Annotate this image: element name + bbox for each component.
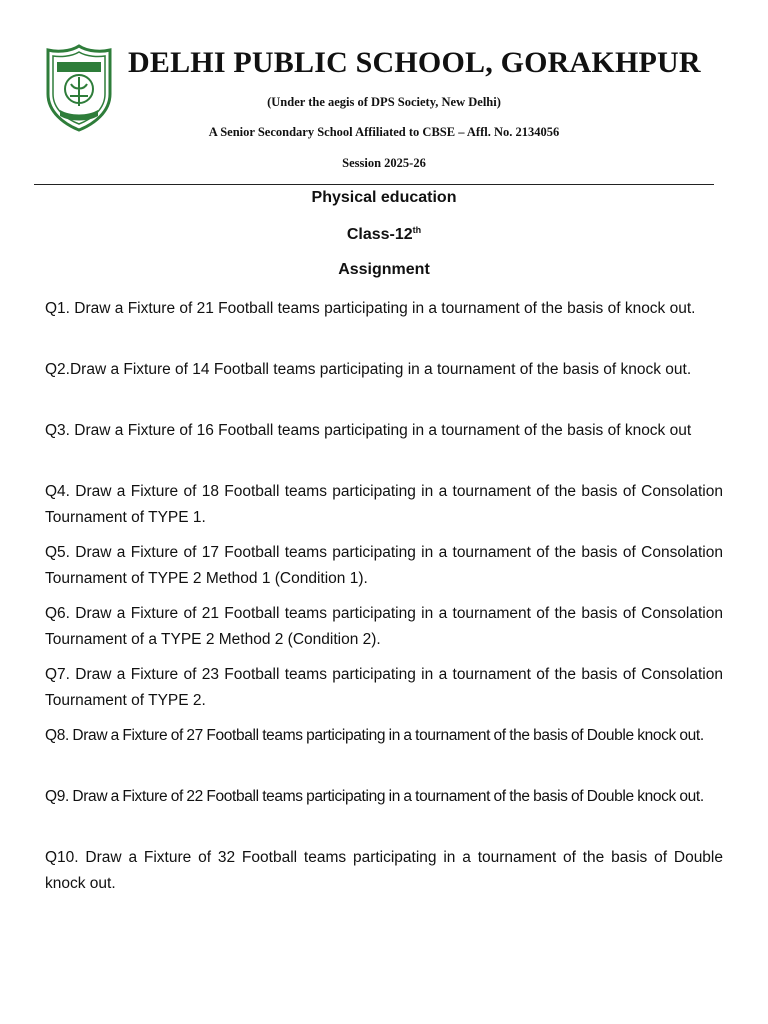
header-divider [34,184,714,185]
question-1: Q1. Draw a Fixture of 21 Football teams participating in a tournament of the basis of knock out. [45,300,696,317]
school-name: DELHI PUBLIC SCHOOL, GORAKHPUR [128,46,701,79]
question-list [45,296,723,906]
affiliation-line: A Senior Secondary School Affiliated to CBSE – Affl. No. 2134056 [208,125,560,139]
class-prefix: Class-12 [346,226,413,243]
question-8: Q8. Draw a Fixture of 27 Football teams participating in a tournament of the basis of Double knock out. [45,727,704,744]
question-9: Q9. Draw a Fixture of 22 Football teams participating in a tournament of the basis of Double knock out. [45,788,704,805]
question-10: Q10. Draw a Fixture of 32 Football teams participating in a tournament of the basis of Double knock out. [45,849,723,892]
class-title [0,225,768,244]
aegis-line: (Under the aegis of DPS Society, New Delhi) [267,95,501,109]
question-5: Q5. Draw a Fixture of 17 Football teams participating in a tournament of the basis of Consolation Tournament of TYPE 2 Method 1 (Condition 1). [45,544,723,587]
subject-title: Physical education [311,189,457,206]
question-6: Q6. Draw a Fixture of 21 Football teams participating in a tournament of the basis of Consolation Tournament of a TYPE 2 Method 2 (Condition 2). [45,605,723,648]
school-crest-logo [44,44,114,132]
assignment-heading: Assignment [338,261,430,278]
question-2: Q2.Draw a Fixture of 14 Football teams participating in a tournament of the basis of knock out. [45,361,692,378]
question-4: Q4. Draw a Fixture of 18 Football teams participating in a tournament of the basis of Consolation Tournament of TYPE 1. [45,483,723,526]
session-line: Session 2025-26 [342,156,426,170]
question-7: Q7. Draw a Fixture of 23 Football teams participating in a tournament of the basis of Consolation Tournament of TYPE 2. [45,666,723,709]
class-suffix: th [412,225,422,235]
question-3: Q3. Draw a Fixture of 16 Football teams participating in a tournament of the basis of knock out [45,422,692,439]
